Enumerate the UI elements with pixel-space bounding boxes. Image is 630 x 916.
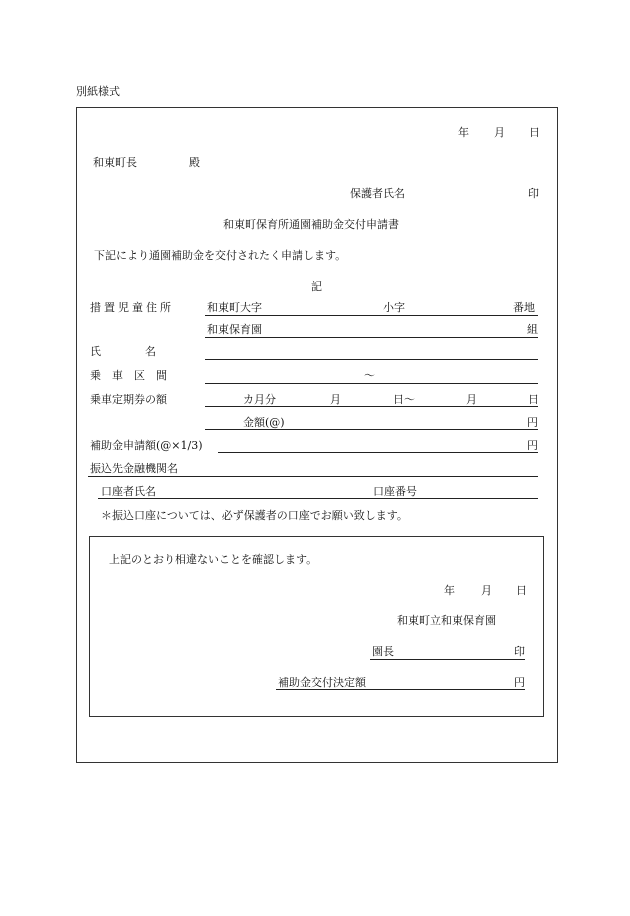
pass-months: カ月分 xyxy=(243,393,276,406)
ki-heading: 記 xyxy=(311,280,322,293)
account-holder-label: 口座者氏名 xyxy=(101,485,156,498)
account-line[interactable] xyxy=(98,498,538,499)
subsidy-label: 補助金申請額(@×1/3) xyxy=(90,439,203,452)
date-month: 月 xyxy=(494,126,505,139)
address-town: 和東町大字 xyxy=(207,301,262,314)
route-label: 乗 車 区 間 xyxy=(90,369,167,382)
address-banchi: 番地 xyxy=(513,301,535,314)
confirmation-day: 日 xyxy=(516,584,527,597)
pass-period-line[interactable] xyxy=(205,406,538,407)
address-line-2[interactable] xyxy=(205,337,538,338)
date-year: 年 xyxy=(458,126,469,139)
intro-text: 下記により通園補助金を交付されたく申請します。 xyxy=(94,249,347,262)
document-title: 和東町保育所通園補助金交付申請書 xyxy=(223,218,399,231)
principal-seal: 印 xyxy=(514,645,525,658)
pass-label: 乗車定期券の額 xyxy=(90,393,167,406)
address-school: 和東保育園 xyxy=(207,323,262,336)
page-label: 別紙様式 xyxy=(76,85,120,98)
guardian-seal: 印 xyxy=(528,187,539,200)
guardian-name-label: 保護者氏名 xyxy=(350,187,405,200)
account-number-label: 口座番号 xyxy=(373,485,417,498)
bank-label: 振込先金融機関名 xyxy=(90,462,178,475)
address-group: 組 xyxy=(527,323,538,336)
subsidy-line[interactable] xyxy=(218,452,538,453)
pass-amount-line[interactable] xyxy=(205,429,538,430)
addressee: 和東町長 xyxy=(93,156,137,169)
route-line[interactable] xyxy=(205,383,538,384)
principal-line[interactable] xyxy=(370,659,525,660)
decision-yen: 円 xyxy=(514,676,525,689)
pass-day-from: 日～ xyxy=(393,393,415,406)
bank-line[interactable] xyxy=(88,476,538,477)
pass-amount-yen: 円 xyxy=(527,416,538,429)
decision-line[interactable] xyxy=(276,689,525,690)
pass-day-2: 日 xyxy=(528,393,539,406)
confirmation-month: 月 xyxy=(481,584,492,597)
address-koaza: 小字 xyxy=(383,301,405,314)
decision-label: 補助金交付決定額 xyxy=(278,676,366,689)
subsidy-yen: 円 xyxy=(527,439,538,452)
pass-month-1: 月 xyxy=(330,393,341,406)
confirmation-year: 年 xyxy=(444,584,455,597)
pass-month-2: 月 xyxy=(466,393,477,406)
confirmation-org: 和東町立和東保育園 xyxy=(397,614,496,627)
principal-label: 園長 xyxy=(372,645,394,658)
pass-amount-label: 金額(@) xyxy=(243,416,285,429)
confirmation-text: 上記のとおり相違ないことを確認します。 xyxy=(109,553,318,566)
date-day: 日 xyxy=(529,126,540,139)
address-line-1[interactable] xyxy=(205,315,538,316)
address-label: 措置児童住所 xyxy=(90,301,174,314)
honorific: 殿 xyxy=(189,156,200,169)
child-name-label: 氏 名 xyxy=(90,345,156,358)
child-name-line[interactable] xyxy=(205,359,538,360)
account-note: ＊振込口座については、必ず保護者の口座でお願い致します。 xyxy=(101,509,408,522)
route-tilde: ～ xyxy=(364,369,375,382)
